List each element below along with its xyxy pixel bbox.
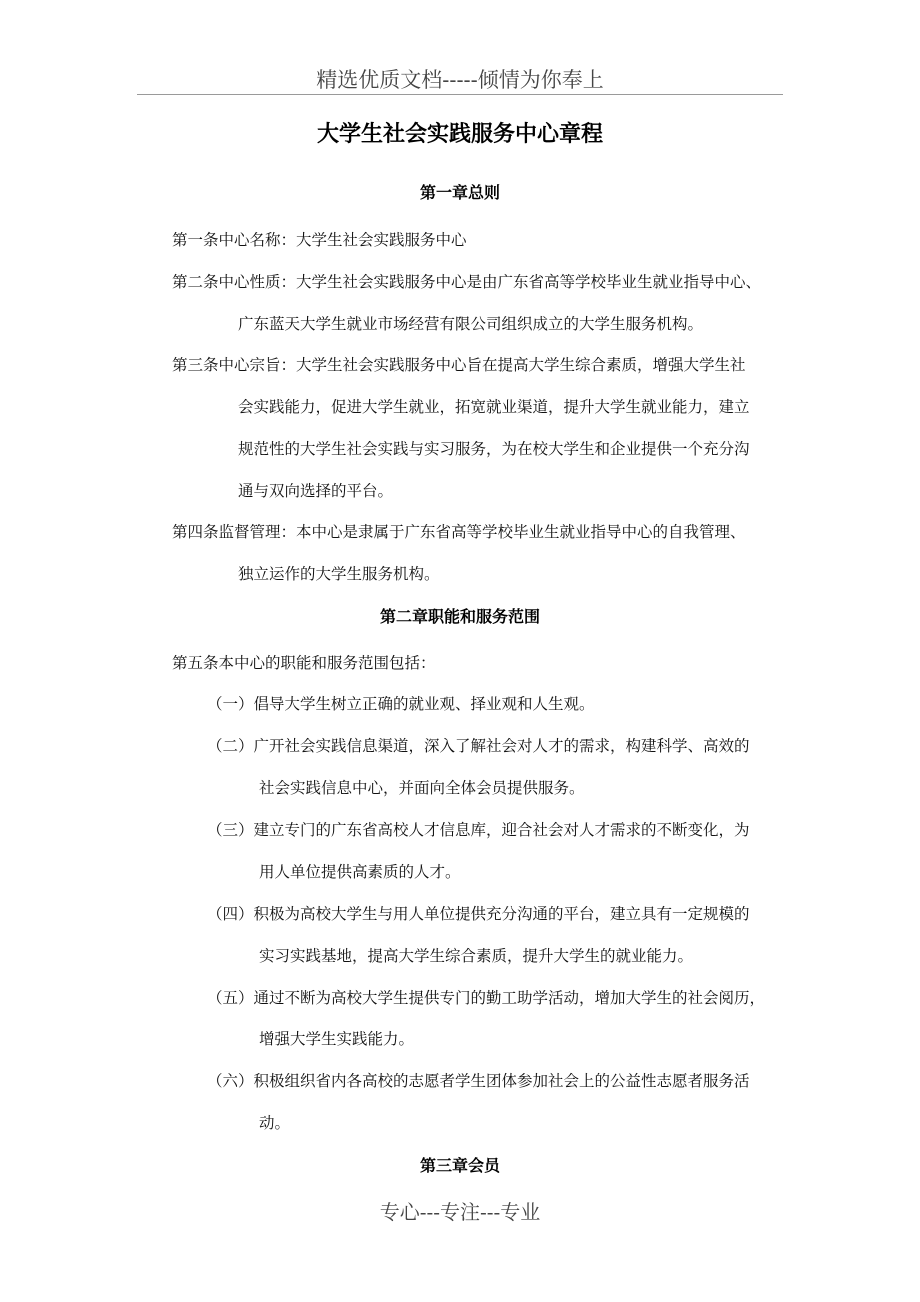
article-line: 第四条监督管理：本中心是隶属于广东省高等学校毕业生就业指导中心的自我管理、 xyxy=(172,523,746,541)
list-item-line: 社会实践信息中心，并面向全体会员提供服务。 xyxy=(259,779,585,797)
list-item-line: 增强大学生实践能力。 xyxy=(259,1030,415,1048)
article-line: 规范性的大学生社会实践与实习服务，为在校大学生和企业提供一个充分沟 xyxy=(238,440,750,458)
article-line: 广东蓝天大学生就业市场经营有限公司组织成立的大学生服务机构。 xyxy=(238,315,704,333)
article-line: 第五条本中心的职能和服务范围包括： xyxy=(172,654,436,672)
article-line: 第一条中心名称：大学生社会实践服务中心 xyxy=(172,231,467,249)
chapter-heading: 第一章总则 xyxy=(419,183,500,202)
chapter-heading: 第三章会员 xyxy=(419,1156,500,1175)
article-line: 第三条中心宗旨：大学生社会实践服务中心旨在提高大学生综合素质，增强大学生社 xyxy=(172,356,746,374)
chapter-heading: 第二章职能和服务范围 xyxy=(379,607,540,626)
list-item-line: 动。 xyxy=(259,1114,291,1132)
page-header-text: 精选优质文档-----倾情为你奉上 xyxy=(316,68,604,92)
list-item-line: （五）通过不断为高校大学生提供专门的勤工助学活动，增加大学生的社会阅历， xyxy=(207,989,766,1007)
list-item-line: （六）积极组织省内各高校的志愿者学生团体参加社会上的公益性志愿者服务活 xyxy=(207,1072,750,1090)
article-line: 第二条中心性质：大学生社会实践服务中心是由广东省高等学校毕业生就业指导中心、 xyxy=(172,273,762,291)
document-title: 大学生社会实践服务中心章程 xyxy=(316,122,603,147)
header-divider xyxy=(137,94,783,95)
article-line: 独立运作的大学生服务机构。 xyxy=(238,565,440,583)
list-item-line: 实习实践基地，提高大学生综合素质，提升大学生的就业能力。 xyxy=(259,947,694,965)
list-item-line: 用人单位提供高素质的人才。 xyxy=(259,863,461,881)
article-line: 通与双向选择的平台。 xyxy=(238,482,394,500)
list-item-line: （二）广开社会实践信息渠道，深入了解社会对人才的需求，构建科学、高效的 xyxy=(207,737,750,755)
list-item-line: （三）建立专门的广东省高校人才信息库，迎合社会对人才需求的不断变化，为 xyxy=(207,821,750,839)
article-line: 会实践能力，促进大学生就业，拓宽就业渠道，提升大学生就业能力，建立 xyxy=(238,398,750,416)
list-item-line: （四）积极为高校大学生与用人单位提供充分沟通的平台，建立具有一定规模的 xyxy=(207,905,750,923)
page-footer-text: 专心---专注---专业 xyxy=(379,1200,541,1224)
list-item-line: （一）倡导大学生树立正确的就业观、择业观和人生观。 xyxy=(207,695,595,713)
